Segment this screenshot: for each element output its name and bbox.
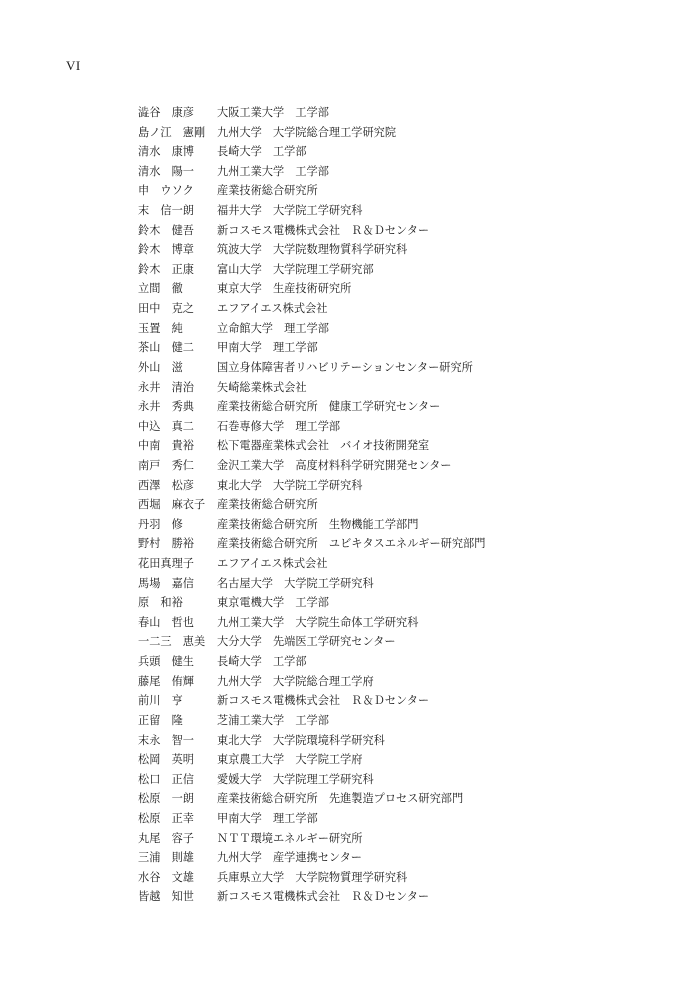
author-name: 清水 陽一 [138,164,194,178]
author-row [138,809,658,829]
author-name: 申 ウソク [138,184,194,198]
author-row [138,240,658,260]
author-affiliation: 九州大学 大学院総合理工学府 [217,674,374,688]
author-affiliation: 甲南大学 理工学部 [217,811,318,825]
author-row [138,711,658,731]
author-name: 花田真理子 [138,557,194,571]
author-affiliation: 産業技術総合研究所 [217,498,318,512]
author-affiliation: 産業技術総合研究所 健康工学研究センター [217,400,441,414]
author-name: 松原 一朗 [138,792,194,806]
author-name: 前川 亨 [138,694,183,708]
author-row [138,829,658,849]
author-affiliation: 九州工業大学 工学部 [217,164,329,178]
author-name: 玉置 純 [138,321,183,335]
author-name: 松原 正幸 [138,811,194,825]
author-affiliation: 東北大学 大学院工学研究科 [217,478,363,492]
author-row [138,848,658,868]
author-name: 丹羽 修 [138,517,183,531]
author-row [138,279,658,299]
author-row [138,789,658,809]
author-row [138,103,658,123]
author-affiliation: 九州工業大学 大学院生命体工学研究科 [217,615,419,629]
author-row [138,574,658,594]
author-name: 南戸 秀仁 [138,458,194,472]
author-name: 三浦 則雄 [138,851,194,865]
author-name: 永井 秀典 [138,400,194,414]
author-name: 皆越 知世 [138,890,194,904]
author-affiliation: 新コスモス電機株式会社 Ｒ＆Ｄセンター [217,890,430,904]
author-affiliation: 甲南大学 理工学部 [217,341,318,355]
author-row [138,162,658,182]
author-row [138,750,658,770]
author-affiliation: 産業技術総合研究所 先進製造プロセス研究部門 [217,792,464,806]
author-name: 野村 勝裕 [138,537,194,551]
author-row [138,691,658,711]
author-name: 鈴木 健吾 [138,223,194,237]
author-name: 中南 貴裕 [138,439,194,453]
author-row [138,613,658,633]
author-name: 清水 康博 [138,145,194,159]
author-name: 末 信一朗 [138,204,194,218]
author-row [138,338,658,358]
author-row [138,887,658,907]
author-name: 澁谷 康彦 [138,106,194,119]
author-row [138,593,658,613]
author-name: 松岡 英明 [138,753,194,767]
author-affiliation: 産業技術総合研究所 生物機能工学部門 [217,517,419,531]
author-name: 島ノ江 憲剛 [138,125,206,139]
author-name: 中込 真二 [138,419,194,433]
author-name: 春山 哲也 [138,615,194,629]
author-affiliation: 福井大学 大学院工学研究科 [217,204,363,218]
author-affiliation: 金沢工業大学 高度材料科学研究開発センター [217,458,452,472]
author-name: 馬場 嘉信 [138,576,194,590]
author-affiliation: 大阪工業大学 工学部 [217,106,329,119]
author-row [138,515,658,535]
author-row [138,456,658,476]
author-row [138,181,658,201]
author-affiliation: 産業技術総合研究所 [217,184,318,198]
author-affiliation: 産業技術総合研究所 ユビキタスエネルギー研究部門 [217,537,486,551]
author-name: 正留 隆 [138,713,183,727]
author-name: 立間 徹 [138,282,183,296]
author-affiliation: 大分大学 先端医工学研究センター [217,635,396,649]
author-name: 鈴木 博章 [138,243,194,257]
author-affiliation: エフアイエス株式会社 [217,302,328,316]
author-name: 藤尾 侑輝 [138,674,194,688]
author-name: 原 和裕 [138,596,183,610]
author-affiliation: 名古屋大学 大学院工学研究科 [217,576,374,590]
author-row [138,260,658,280]
author-row [138,299,658,319]
author-affiliation: 兵庫県立大学 大学院物質理学研究科 [217,870,408,884]
author-affiliation: 長崎大学 工学部 [217,655,307,669]
author-name: 永井 清治 [138,380,194,394]
author-row [138,770,658,790]
author-affiliation: 東北大学 大学院環境科学研究科 [217,733,385,747]
author-row [138,123,658,143]
author-affiliation: 東京電機大学 工学部 [217,596,329,610]
page-number: VI [66,58,81,73]
author-affiliation: ＮＴＴ環境エネルギー研究所 [217,831,363,845]
author-name: 田中 克之 [138,302,194,316]
author-affiliation: 筑波大学 大学院数理物質科学研究科 [217,243,408,257]
author-affiliation: 立命館大学 理工学部 [217,321,329,335]
author-name: 茶山 健二 [138,341,194,355]
author-affiliation: 東京農工大学 大学院工学府 [217,753,363,767]
author-name: 鈴木 正康 [138,262,194,276]
author-affiliation: エフアイエス株式会社 [217,557,328,571]
author-affiliation: 石巻専修大学 理工学部 [217,419,341,433]
author-affiliation: 愛媛大学 大学院理工学研究科 [217,772,374,786]
author-row [138,397,658,417]
author-row [138,201,658,221]
author-name: 一二三 恵美 [138,635,206,649]
author-row [138,554,658,574]
author-row [138,221,658,241]
author-row [138,378,658,398]
author-row [138,142,658,162]
author-affiliation: 富山大学 大学院理工学研究部 [217,262,374,276]
author-row [138,358,658,378]
author-affiliation: 九州大学 大学院総合理工学研究院 [217,125,397,139]
author-row [138,476,658,496]
author-row [138,417,658,437]
author-row [138,868,658,888]
author-row [138,731,658,751]
author-row [138,319,658,339]
author-affiliation: 松下電器産業株式会社 バイオ技術開発室 [217,439,430,453]
author-row [138,436,658,456]
author-affiliation: 東京大学 生産技術研究所 [217,282,352,296]
author-row [138,632,658,652]
author-name: 水谷 文雄 [138,870,194,884]
author-affiliation: 新コスモス電機株式会社 Ｒ＆Ｄセンター [217,223,430,237]
author-name: 松口 正信 [138,772,194,786]
author-row [138,672,658,692]
author-name: 外山 滋 [138,360,183,374]
author-name: 兵頭 健生 [138,655,194,669]
author-name: 西堀 麻衣子 [138,498,206,512]
author-row [138,534,658,554]
author-affiliation: 九州大学 産学連携センター [217,851,362,865]
author-affiliation: 長崎大学 工学部 [217,145,307,159]
author-affiliation: 国立身体障害者リハビリテーションセンター研究所 [217,360,473,374]
author-affiliation: 芝浦工業大学 工学部 [217,713,329,727]
author-list [138,103,658,907]
author-affiliation: 新コスモス電機株式会社 Ｒ＆Ｄセンター [217,694,430,708]
author-row [138,652,658,672]
author-name: 丸尾 容子 [138,831,194,845]
author-affiliation: 矢崎総業株式会社 [217,380,307,394]
author-name: 末永 智一 [138,733,194,747]
author-name: 西澤 松彦 [138,478,194,492]
author-row [138,495,658,515]
